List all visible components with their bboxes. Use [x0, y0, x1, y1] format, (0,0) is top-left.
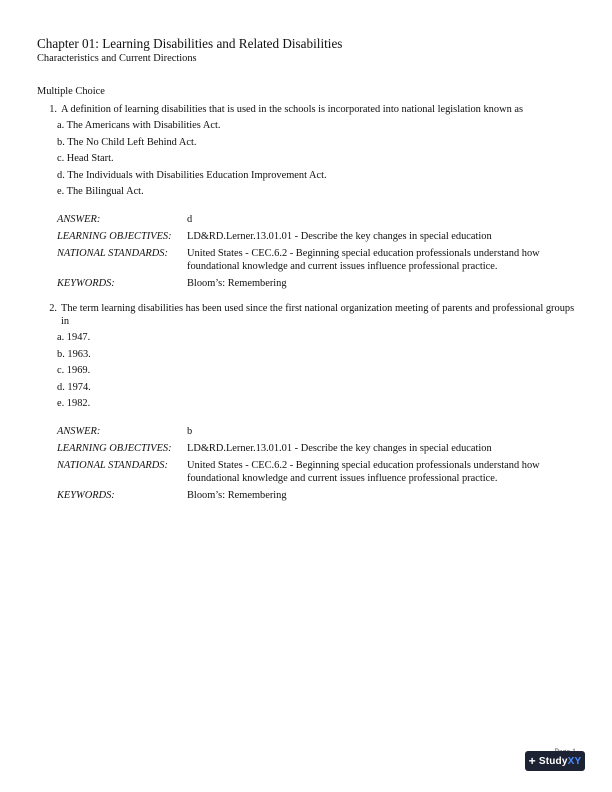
question-2 — [37, 302, 577, 506]
question-1 — [37, 103, 577, 294]
question-metadata — [37, 213, 577, 290]
objectives-row — [57, 230, 577, 243]
answer-option: e. The Bilingual Act. — [57, 186, 144, 197]
answer-value: d — [187, 213, 193, 225]
keywords-value: Bloom’s: Remembering — [187, 489, 287, 501]
standards-label: NATIONAL STANDARDS: — [57, 247, 168, 259]
question-metadata — [37, 425, 577, 502]
answer-option: c. 1969. — [57, 365, 91, 376]
objectives-value: LD&RD.Lerner.13.01.01 - Describe the key changes in special education — [187, 230, 492, 242]
objectives-label: LEARNING OBJECTIVES: — [57, 442, 172, 454]
question-number: 1. — [49, 104, 57, 115]
answer-label: ANSWER: — [57, 213, 101, 225]
question-text: The term learning disabilities has been used since the first national organization meeting of parents and professional groups in — [61, 303, 575, 327]
answer-row — [57, 213, 577, 226]
section-label: Multiple Choice — [37, 86, 105, 97]
studyxy-badge[interactable] — [525, 751, 585, 771]
answer-label: ANSWER: — [57, 425, 101, 437]
standards-label: NATIONAL STANDARDS: — [57, 459, 168, 471]
plus-icon: + — [528, 754, 536, 768]
objectives-label: LEARNING OBJECTIVES: — [57, 230, 172, 242]
keywords-label: KEYWORDS: — [57, 489, 115, 501]
answer-option: b. 1963. — [57, 348, 91, 360]
objectives-row — [57, 442, 577, 455]
answer-option: a. 1947. — [57, 332, 91, 343]
chapter-title: Chapter 01: Learning Disabilities and Related Disabilities — [37, 36, 343, 51]
answer-option: a. The Americans with Disabilities Act. — [57, 120, 221, 131]
question-stem — [37, 103, 577, 116]
answer-options — [37, 331, 577, 414]
answer-option: d. The Individuals with Disabilities Education Improvement Act. — [57, 169, 327, 181]
keywords-row — [57, 489, 577, 502]
standards-row — [57, 247, 577, 273]
answer-option: e. 1982. — [57, 398, 91, 409]
keywords-row — [57, 277, 577, 290]
brand-prefix: Study — [538, 755, 568, 767]
question-stem — [37, 302, 577, 328]
objectives-value: LD&RD.Lerner.13.01.01 - Describe the key changes in special education — [187, 442, 492, 454]
question-number: 2. — [49, 303, 57, 314]
standards-row — [57, 459, 577, 485]
answer-option: b. The No Child Left Behind Act. — [57, 136, 197, 148]
answer-options — [37, 119, 577, 202]
question-text: A definition of learning disabilities that is used in the schools is incorporated into national legislation known as — [61, 104, 524, 115]
keywords-value: Bloom’s: Remembering — [187, 277, 287, 289]
answer-option: d. 1974. — [57, 381, 91, 393]
answer-row — [57, 425, 577, 438]
brand-suffix: XY — [567, 755, 582, 767]
standards-value: United States - CEC.6.2 - Beginning special education professionals understand how foundational knowledge and current issues influence professional practice. — [187, 459, 540, 484]
chapter-subtitle: Characteristics and Current Directions — [37, 53, 197, 64]
standards-value: United States - CEC.6.2 - Beginning special education professionals understand how foundational knowledge and current issues influence professional practice. — [187, 247, 540, 272]
keywords-label: KEYWORDS: — [57, 277, 115, 289]
answer-option: c. Head Start. — [57, 153, 114, 164]
answer-value: b — [187, 425, 193, 437]
